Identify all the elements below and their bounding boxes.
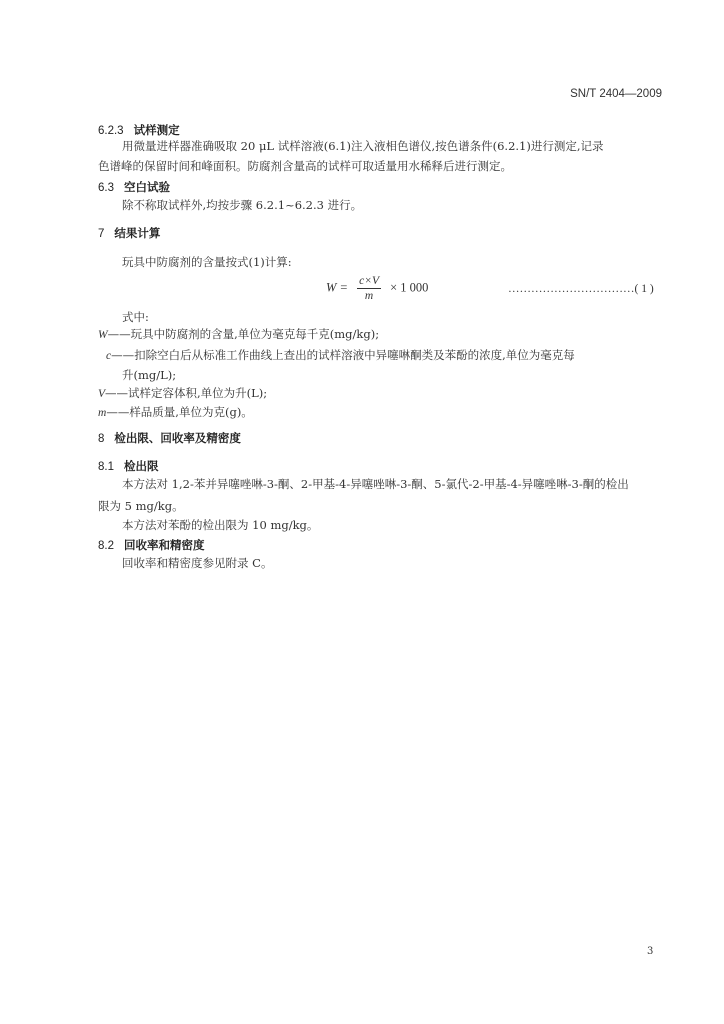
where-label: 式中: [122, 310, 149, 324]
section-81-title: 检出限 [124, 461, 159, 473]
section-81-line1: 本方法对 1,2-苯并异噻唑啉-3-酮、2-甲基-4-异噻唑啉-3-酮、5-氯代-2-甲基-4-异噻唑啉-3-酮的检出 [122, 477, 629, 491]
var-c-desc-cont: 升(mg/L); [122, 368, 177, 382]
formula-fraction [357, 274, 381, 303]
var-c-desc: ——扣除空白后从标准工作曲线上查出的试样溶液中异噻啉酮类及苯酚的浓度,单位为毫克每 [111, 348, 575, 362]
standard-number: SN/T 2404—2009 [570, 88, 662, 100]
section-81-heading [98, 458, 159, 474]
section-623-line1: 用微量进样器准确吸取 20 μL 试样溶液(6.1)注入液相色谱仪,按色谱条件(6.2.1)进行测定,记录 [122, 139, 604, 153]
section-623-title: 试样测定 [133, 125, 180, 137]
section-623-number: 6.2.3 [98, 125, 124, 137]
var-m: m [98, 407, 107, 419]
section-63-heading [98, 179, 170, 195]
var-w: W [98, 329, 108, 341]
formula-numerator: c×V [359, 275, 379, 287]
var-w-desc: ——玩具中防腐剂的含量,单位为毫克每千克(mg/kg); [107, 327, 380, 341]
section-82-line1: 回收率和精密度参见附录 C。 [122, 556, 273, 570]
var-v-line [98, 383, 267, 404]
section-7-number: 7 [98, 228, 105, 240]
section-8-title: 检出限、回收率及精密度 [114, 433, 241, 445]
section-623-line2: 色谱峰的保留时间和峰面积。防腐剂含量高的试样可取适量用水稀释后进行测定。 [98, 159, 512, 173]
section-63-number: 6.3 [98, 182, 114, 194]
formula-lhs: W = [326, 280, 348, 295]
var-w-line [98, 324, 379, 345]
var-v: V [98, 388, 106, 400]
var-v-desc: ——试样定容体积,单位为升(L); [105, 386, 268, 400]
section-82-number: 8.2 [98, 540, 114, 552]
page-number: 3 [647, 946, 654, 957]
section-81-line3: 本方法对苯酚的检出限为 10 mg/kg。 [122, 518, 319, 532]
section-82-title: 回收率和精密度 [124, 540, 205, 552]
var-m-desc: ——样品质量,单位为克(g)。 [106, 405, 253, 419]
section-63-line1: 除不称取试样外,均按步骤 6.2.1~6.2.3 进行。 [122, 198, 363, 212]
section-63-title: 空白试验 [124, 182, 170, 194]
section-7-title: 结果计算 [114, 228, 161, 240]
section-8-number: 8 [98, 433, 105, 445]
section-81-line2: 限为 5 mg/kg。 [98, 499, 184, 513]
formula-1 [326, 274, 428, 303]
section-7-heading [98, 225, 160, 241]
section-8-heading [98, 430, 241, 446]
var-m-line [98, 402, 253, 423]
var-c-line [106, 345, 575, 366]
section-82-heading [98, 537, 205, 553]
formula-denominator: m [364, 290, 374, 302]
var-c: c [106, 350, 112, 362]
equation-number: ……………………………( 1 ) [508, 283, 654, 295]
section-81-number: 8.1 [98, 461, 114, 473]
section-7-intro: 玩具中防腐剂的含量按式(1)计算: [122, 255, 292, 269]
formula-tail: × 1 000 [390, 280, 429, 295]
